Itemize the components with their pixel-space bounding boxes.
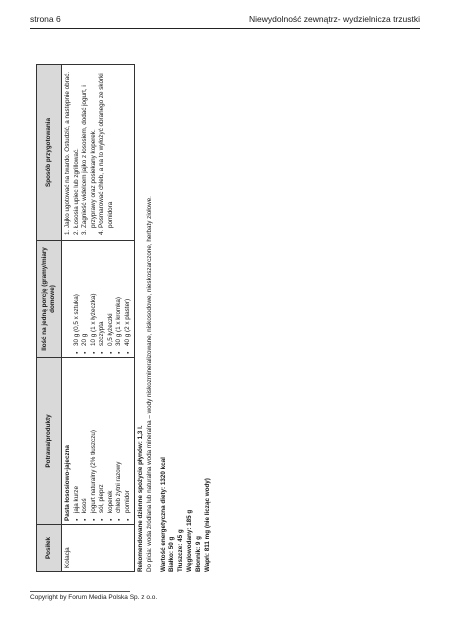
list-item: 4. Posmarować chleb, a na to wyłożyć obranego ze skórki pomidora (98, 68, 115, 228)
copyright: Copyright by Forum Media Polska Sp. z o.o. (30, 594, 158, 601)
energy-value: Wartość energetyczna diety: 1320 kcal (159, 457, 167, 572)
col-preparation-header: Sposób przygotowania (37, 65, 62, 241)
calcium-value: Wapń: 811 mg (nie licząc wody) (203, 478, 211, 572)
page-number: strona 6 (30, 14, 61, 24)
preparation-steps (64, 68, 115, 237)
fluids-recommendation: Rekomendowane dzienne spożycie płynów: 1,3 l. (137, 425, 144, 572)
list-item: ● 40 g (2 x plaster) (124, 244, 133, 354)
col-dish-header: Potrawa/produkty (37, 358, 62, 525)
list-item: ● jaja kurze (73, 361, 82, 521)
dish-name: Pasta łososiowo-jajeczna (64, 445, 71, 521)
preparation-cell (62, 65, 135, 241)
ingredient-list (73, 361, 133, 521)
amount-cell (62, 241, 135, 358)
meal-name: Kolacja (62, 525, 135, 572)
header-rule (30, 28, 420, 29)
list-item: ● sól, pieprz (98, 361, 107, 521)
list-item: ● łosoś (81, 361, 90, 521)
list-item: ● 10 g (1 x łyżeczka) (90, 244, 99, 354)
dish-cell (62, 358, 135, 525)
list-item: ● 30 g (0,5 x sztuka) (73, 244, 82, 354)
amount-list (73, 244, 133, 354)
nutrition-summary (160, 64, 213, 572)
list-item: 1. Jajko ugotować na twardo. Ostudzić, a następnie obrać. (64, 68, 73, 228)
list-item: ● 30 g (1 x kromka) (115, 244, 124, 354)
list-item: ● 0,5 łyżeczki (107, 244, 116, 354)
footer-rule (30, 591, 130, 592)
chapter-title: Niewydolność zewnątrz- wydzielnicza trzustki (248, 14, 420, 24)
protein-value: Białko: 50 g (168, 536, 176, 572)
page-header (30, 8, 420, 30)
list-item: ● koperek (107, 361, 116, 521)
fat-value: Tłuszcze: 45 g (177, 529, 185, 572)
col-amount-header: Ilość na jedną porcję (gramy/miary domowe) (37, 241, 62, 358)
carbs-value: Węglowodany: 185 g (186, 509, 194, 572)
table-row (62, 65, 135, 572)
list-item: ● 20 g (81, 244, 90, 354)
notes (137, 64, 213, 572)
table-header-row (37, 65, 62, 572)
list-item: ● chleb żytni razowy (115, 361, 124, 521)
rotated-content (36, 64, 316, 572)
list-item: ● jogurt naturalny (2% tłuszczu) (90, 361, 99, 521)
list-item: ● szczypta (98, 244, 107, 354)
fluids-text: Do picia: woda źródlana lub naturalna woda mineralna – wody niskozmineralizowane, niskosodowe, nieskoszarczone, herbaty ziołowe. (145, 196, 153, 572)
list-item: ● pomidor (124, 361, 133, 521)
meal-table (36, 64, 135, 572)
fiber-value: Błonnik: 9 g (194, 535, 202, 572)
list-item: 2. Łososia upiec lub zgrillować. (73, 68, 82, 228)
list-item: 3. Zagnieść widelcem jajko z łososiem, dodać jogurt, i przyprawy oraz posiekany koperek. (81, 68, 98, 228)
col-meal-header: Posiłek (37, 525, 62, 572)
